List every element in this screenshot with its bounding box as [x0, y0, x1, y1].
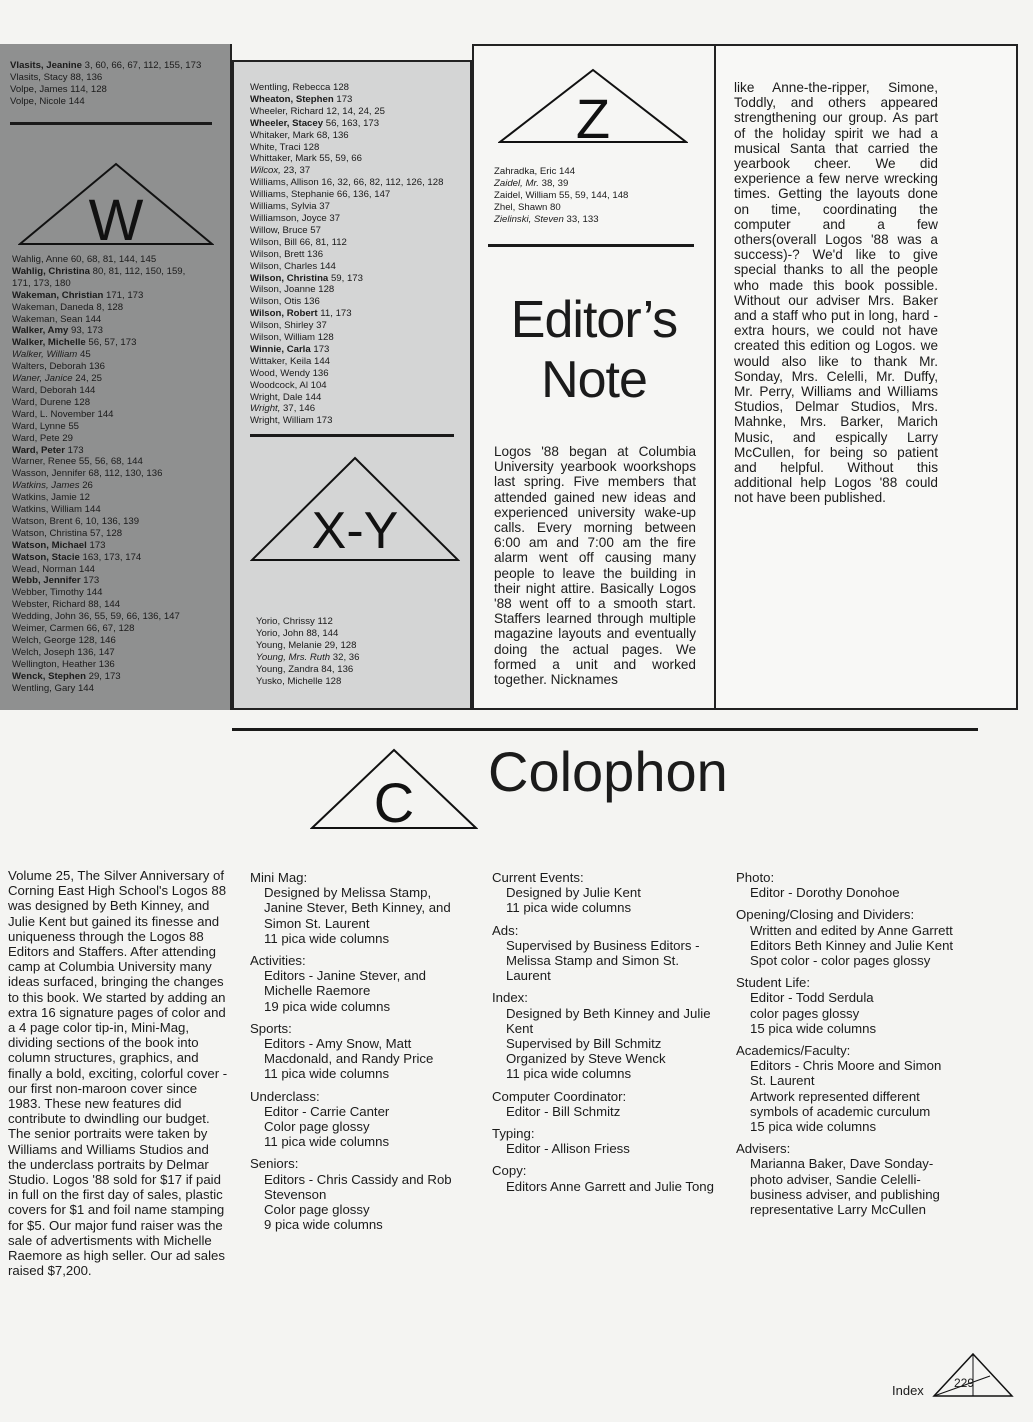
credit-heading: Copy:	[492, 1163, 527, 1179]
index-entry	[256, 628, 359, 640]
colophon-title: Colophon	[488, 740, 728, 803]
credit-line: Supervised by Business Editors - Melissa Stamp and Simon St. Laurent	[506, 937, 700, 984]
index-entry-name: Watkins, Jamie 12	[12, 492, 91, 504]
index-entry	[12, 468, 185, 480]
credit-line: Supervised by Bill Schmitz	[506, 1036, 662, 1052]
index-entry	[250, 225, 443, 237]
editors-note-title: Editor’s Note	[510, 291, 678, 409]
index-entry	[12, 552, 185, 564]
index-entry-name: Wilson, Robert	[250, 308, 318, 320]
index-entry-name: Willow, Bruce 57	[250, 224, 321, 236]
section-triangle-xy	[250, 456, 460, 562]
index-entry-pages: 163, 173, 174	[79, 551, 142, 563]
index-entry	[12, 516, 185, 528]
credit-line: Editor - Allison Friess	[506, 1141, 630, 1157]
index-entry	[250, 403, 443, 415]
index-entry	[12, 456, 185, 468]
index-entry-name: Woodcock, Al 104	[250, 379, 327, 391]
index-entry	[494, 178, 628, 190]
credit-heading: Advisers:	[736, 1141, 791, 1157]
index-entry	[12, 492, 185, 504]
index-entry	[12, 647, 185, 659]
credit-line: 11 pica wide columns	[506, 1066, 632, 1082]
index-entry	[250, 392, 443, 404]
index-entry	[250, 261, 443, 273]
index-entry	[250, 237, 443, 249]
credit-heading: Current Events:	[492, 870, 584, 885]
index-entry-name: Yorio, John 88, 144	[256, 627, 339, 639]
section-letter-w: W	[88, 188, 144, 246]
index-entry	[10, 84, 201, 96]
credit-line: Editor - Todd Serdula	[750, 990, 874, 1006]
index-entry-name: Zaidel, Mr.	[494, 177, 539, 189]
index-entry-pages: 24, 25	[72, 373, 102, 385]
editors-note-body-left: Logos '88 began at Columbia University yearbook woorkshops last spring. Five members that attended gained new ideas and experienced university wake-up calls. Every morning between 6:00 am and 7:00 am the fire alarm went off causing many people to leave the building in their night attire. Basically Logos '88 went off to a smooth start. Staffers learned through multiple magazine layouts and eventually doing the actual pages. We formed a unit and worked together. Nicknames	[494, 444, 696, 688]
index-entry-name: Walker, William	[12, 349, 78, 361]
index-entry-name: Webber, Timothy 144	[12, 587, 103, 599]
colophon-credits-column-2	[250, 870, 472, 1232]
index-entry	[12, 575, 185, 587]
colophon-intro: Volume 25, The Silver Anniversary of Corning East High School's Logos 88 was designed by Beth Kinney, and Julie Kent but gained its finesse and uniqueness through the Logos 88 Editors and Staffers. After attending camp at Columbia University many ideas surfaced, bringing the changes to this book. We started by adding an extra 16 signature pages of color and a 4 page color tip-in, Mini-Mag, dividing sections of the book into column structures, graphics, and finally a bold, exciting, colorful cover - our first non-maroon cover since 1983. These new features did contribute to dwindling our budget. The senior portraits were taken by Williams and Williams Studios and the underclass portraits by Delmar Studio. Logos '88 sold for $17 if paid in full on the first day of sales, plastic covers for $1 and foil name stamping for $5. Our major fund raiser was the sale of advertisments with Michelle Raemore as high seller. Our ad sales raised $7,200.	[8, 868, 228, 1279]
credit-line: 15 pica wide columns	[750, 1020, 877, 1036]
index-column-w-xy	[232, 60, 472, 710]
credit-heading: Computer Coordinator:	[492, 1088, 627, 1104]
index-entry-name: Wahlig, Anne 60, 68, 81, 144, 145	[12, 254, 157, 265]
credit-heading: Underclass:	[250, 1088, 320, 1104]
index-entry-name: Watson, Michael	[12, 539, 87, 551]
credit-heading: Ads:	[492, 922, 519, 938]
credit-line: Written and edited by Anne Garrett	[750, 922, 953, 938]
index-entry	[12, 266, 185, 278]
index-entry	[250, 189, 443, 201]
index-entry-name: Volpe, James 114, 128	[10, 83, 107, 95]
credit-heading: Opening/Closing and Dividers:	[736, 907, 915, 923]
index-entry-name: Wilson, Shirley 37	[250, 320, 327, 332]
credit-line: Designed by Melissa Stamp, Janine Stever, Beth Kinney, and Simon St. Laurent	[264, 885, 451, 931]
index-entry	[12, 278, 185, 290]
index-entry-name: Ward, Lynne 55	[12, 420, 80, 432]
credit-line: Editor - Bill Schmitz	[506, 1103, 621, 1119]
index-entry-name: Welch, George 128, 146	[12, 635, 116, 646]
credit-heading: Index:	[492, 990, 528, 1006]
index-entry	[256, 664, 359, 676]
index-entry-name: Young, Mrs. Ruth	[256, 651, 331, 663]
index-entry	[250, 308, 443, 320]
index-entry-name: Wilson, Bill 66, 81, 112	[250, 236, 347, 248]
credit-line: Organized by Steve Wenck	[506, 1051, 666, 1067]
index-entry-name: Watson, Christina 57, 128	[12, 527, 123, 539]
index-entry-pages: 59, 173	[328, 272, 363, 284]
index-entry	[250, 284, 443, 296]
index-entry	[494, 166, 628, 178]
index-entry	[250, 320, 443, 332]
index-column-v-w	[0, 44, 232, 710]
index-entry-name: Ward, Deborah 144	[12, 384, 96, 396]
section-triangle-w	[18, 162, 214, 246]
index-entry-pages: 173	[310, 343, 330, 355]
index-entry-pages: 11, 173	[317, 308, 352, 320]
credit-line: 15 pica wide columns	[750, 1119, 877, 1135]
index-entry-pages: 29, 173	[85, 670, 121, 682]
credit-line: 19 pica wide columns	[264, 998, 391, 1014]
index-entry-name: Wheaton, Stephen	[250, 93, 334, 105]
index-entry-pages: 3, 60, 66, 67, 112, 155, 173	[82, 60, 202, 71]
index-entry-name: Wood, Wendy 136	[250, 367, 329, 379]
index-entry-pages: 173	[80, 575, 100, 587]
index-column-z-editors-note	[472, 44, 716, 710]
index-entry-name: Yorio, Chrissy 112	[256, 616, 333, 627]
index-entry	[12, 254, 185, 266]
index-entry-pages: 38, 39	[538, 177, 569, 189]
index-entry-name: Vlasits, Jeanine	[10, 60, 82, 71]
index-entry-name: Young, Zandra 84, 136	[256, 663, 354, 675]
index-entry	[12, 635, 185, 647]
credit-line: Marianna Baker, Dave Sonday-photo adviser, Sandie Celelli-business adviser, and publishing representative Larry McCullen	[750, 1156, 940, 1218]
index-entry-name: Williams, Allison 16, 32, 66, 82, 112, 126, 128	[250, 177, 444, 189]
index-entry	[250, 118, 443, 130]
index-entry	[12, 361, 185, 373]
index-entry-name: Zhel, Shawn 80	[494, 201, 561, 213]
index-entry	[12, 540, 185, 552]
credit-line: Editors - Amy Snow, Matt Macdonald, and Randy Price	[264, 1036, 434, 1067]
credit-heading: Mini Mag:	[250, 870, 308, 885]
index-entry-name: Wilcox,	[250, 165, 281, 177]
index-entry-name: Wellington, Heather 136	[12, 658, 115, 670]
index-entry-pages: 171, 173	[103, 289, 144, 301]
index-list-v	[10, 60, 201, 108]
index-entry-name: Wenck, Stephen	[12, 670, 86, 682]
index-entry	[12, 349, 185, 361]
index-entry-pages: 56, 57, 173	[85, 337, 137, 349]
index-entry	[250, 344, 443, 356]
index-entry-name: Wright,	[250, 403, 281, 415]
section-letter-xy: X-Y	[311, 502, 399, 560]
divider-rule	[10, 122, 212, 125]
index-entry-name: Whitaker, Mark 68, 136	[250, 129, 349, 141]
index-entry	[250, 273, 443, 285]
index-entry-name: Walker, Michelle	[12, 337, 86, 349]
index-entry-name: Zielinski, Steven	[494, 213, 564, 225]
credit-line: Editors Beth Kinney and Julie Kent	[750, 937, 954, 953]
page-number: 229	[954, 1376, 975, 1390]
credit-line: 11 pica wide columns	[264, 1134, 390, 1150]
index-entry-name: Wheeler, Stacey	[250, 117, 324, 129]
editors-note-continued-column	[716, 44, 1018, 710]
divider-rule	[488, 244, 694, 247]
index-entry-name: Wittaker, Keila 144	[250, 355, 330, 367]
index-entry-name: Whittaker, Mark 55, 59, 66	[250, 153, 362, 165]
index-entry	[12, 480, 185, 492]
index-entry-name: Walters, Deborah 136	[12, 361, 105, 373]
index-entry	[250, 380, 443, 392]
index-entry-name: Welch, Joseph 136, 147	[12, 646, 115, 658]
index-entry-name: Wedding, John 36, 55, 59, 66, 136, 147	[12, 611, 180, 623]
index-entry-name: Zaidel, William 55, 59, 144, 148	[494, 189, 629, 201]
index-entry-name: Wentling, Gary 144	[12, 682, 94, 694]
credit-line: Designed by Beth Kinney and Julie Kent	[506, 1005, 711, 1036]
section-triangle-z	[498, 68, 688, 144]
credit-heading: Photo:	[736, 870, 775, 885]
index-entry-name: Walker, Amy	[12, 325, 69, 337]
colophon-top-rule	[232, 728, 978, 731]
index-entry	[250, 356, 443, 368]
index-entry	[12, 325, 185, 337]
credit-heading: Activities:	[250, 953, 306, 969]
index-list-y	[256, 616, 359, 687]
index-entry	[12, 611, 185, 623]
index-entry-name: White, Traci 128	[250, 141, 320, 153]
index-entry-name: Wilson, William 128	[250, 332, 334, 344]
credit-heading: Student Life:	[736, 975, 811, 991]
index-entry-name: Ward, Pete 29	[12, 432, 73, 444]
credit-line: Editors Anne Garrett and Julie Tong	[506, 1178, 714, 1194]
index-entry	[12, 504, 185, 516]
index-entry	[250, 415, 443, 427]
index-entry	[250, 130, 443, 142]
index-entry-pages: 173	[333, 93, 353, 105]
index-entry	[250, 368, 443, 380]
index-entry	[256, 652, 359, 664]
index-entry-name: Yusko, Michelle 128	[256, 675, 342, 687]
colophon-credits-column-3	[492, 870, 718, 1194]
index-entry-pages: 33, 133	[563, 213, 599, 225]
credit-line: 11 pica wide columns	[264, 930, 390, 946]
divider-rule	[250, 434, 454, 437]
index-entry	[12, 683, 185, 695]
index-entry-name: Wentling, Rebecca 128	[250, 82, 350, 93]
index-entry-name: Wheeler, Richard 12, 14, 24, 25	[250, 105, 385, 117]
credit-line: 9 pica wide columns	[264, 1217, 383, 1233]
index-entry-name: Webster, Richard 88, 144	[12, 599, 121, 611]
index-entry-name: Wakeman, Daneda 8, 128	[12, 301, 124, 313]
index-entry	[12, 659, 185, 671]
index-entry-name: Watkins, James	[12, 480, 80, 492]
credit-line: Color page glossy	[264, 1202, 370, 1218]
index-entry	[12, 587, 185, 599]
index-entry-name: Wead, Norman 144	[12, 563, 96, 575]
index-entry-name: Wahlig, Christina	[12, 265, 90, 277]
index-entry	[12, 373, 185, 385]
index-entry-pages: 56, 163, 173	[323, 117, 380, 129]
index-entry-name: Weimer, Carmen 66, 67, 128	[12, 623, 135, 635]
index-entry	[250, 177, 443, 189]
credit-line: Color page glossy	[264, 1119, 370, 1135]
index-entry	[12, 421, 185, 433]
index-entry	[12, 397, 185, 409]
index-list-w-part2	[250, 82, 443, 427]
index-entry	[256, 676, 359, 688]
index-entry-name: Watkins, William 144	[12, 504, 101, 516]
index-entry	[250, 165, 443, 177]
credit-heading: Seniors:	[250, 1156, 299, 1172]
index-entry-name: Wilson, Otis 136	[250, 296, 320, 308]
index-entry-name: Waner, Janice	[12, 373, 73, 385]
index-entry-pages: 173	[86, 539, 106, 551]
index-entry	[12, 564, 185, 576]
index-entry-name: Wilson, Brett 136	[250, 248, 324, 260]
index-entry	[12, 623, 185, 635]
index-entry	[250, 106, 443, 118]
index-entry-name: Volpe, Nicole 144	[10, 95, 85, 107]
index-entry-name: Young, Melanie 29, 128	[256, 639, 357, 651]
credit-line: Editors - Chris Moore and Simon St. Laurent	[750, 1058, 942, 1089]
credit-line: 11 pica wide columns	[506, 900, 632, 916]
index-entry	[494, 190, 628, 202]
index-entry-name: Wilson, Christina	[250, 272, 329, 284]
index-entry	[12, 314, 185, 326]
index-entry	[494, 202, 628, 214]
index-entry	[12, 433, 185, 445]
index-entry-name: 171, 173, 180	[12, 277, 71, 289]
index-entry-name: Vlasits, Stacy 88, 136	[10, 71, 103, 83]
index-list-z	[494, 166, 628, 226]
credit-line: Designed by Julie Kent	[506, 885, 641, 901]
index-entry	[250, 82, 443, 94]
index-entry	[12, 445, 185, 457]
index-entry-name: Winnie, Carla	[250, 343, 311, 355]
index-entry-name: Watson, Stacie	[12, 551, 80, 563]
index-entry-name: Wakeman, Sean 144	[12, 313, 102, 325]
index-entry-name: Wilson, Joanne 128	[250, 284, 335, 296]
footer-triangle	[932, 1352, 1014, 1398]
credit-line: Artwork represented different symbols of academic curculum	[750, 1088, 931, 1119]
index-entry-name: Warner, Renee 55, 56, 68, 144	[12, 456, 143, 468]
index-entry-pages: 80, 81, 112, 150, 159,	[90, 265, 186, 277]
index-entry	[256, 640, 359, 652]
index-entry	[10, 60, 201, 72]
index-entry	[250, 94, 443, 106]
index-entry-name: Wasson, Jennifer 68, 112, 130, 136	[12, 468, 163, 480]
index-entry	[250, 153, 443, 165]
index-entry-pages: 23, 37	[280, 165, 311, 177]
section-triangle-c	[310, 748, 478, 830]
index-entry	[12, 528, 185, 540]
index-entry-name: Wakeman, Christian	[12, 289, 104, 301]
index-entry	[250, 332, 443, 344]
index-entry	[12, 337, 185, 349]
index-entry-name: Zahradka, Eric 144	[494, 166, 576, 177]
index-entry-name: Wilson, Charles 144	[250, 260, 336, 272]
index-entry	[12, 671, 185, 683]
index-entry-name: Ward, Peter	[12, 444, 65, 456]
index-entry	[494, 214, 628, 226]
index-entry-name: Williams, Sylvia 37	[250, 201, 330, 213]
credit-line: Editors - Chris Cassidy and Rob Stevenson	[264, 1171, 452, 1202]
index-entry-pages: 32, 36	[330, 651, 360, 663]
index-entry	[12, 409, 185, 421]
index-entry	[250, 201, 443, 213]
index-entry-pages: 26	[79, 480, 93, 492]
index-entry-name: Webb, Jennifer	[12, 575, 81, 587]
index-list-w-part1	[12, 254, 185, 695]
credit-line: Editor - Dorothy Donohoe	[750, 885, 900, 901]
index-entry-name: Watson, Brent 6, 10, 136, 139	[12, 515, 140, 527]
index-entry	[250, 142, 443, 154]
credit-line: color pages glossy	[750, 1005, 860, 1021]
index-entry	[12, 290, 185, 302]
editors-note-body-right: like Anne-the-ripper, Simone, Toddly, and others appeared strengthening our group. As part of the holiday spirit we had a musical Santa that carried the yearbook cheer. We did experience a few nerve wrecking times. Getting the layouts done on time, coordinating the computer and a few others(overall Logos '88 was a success)-? We'd like to give special thanks to all the people who made this book possible. Without our adviser Mrs. Baker and a staff who put in long, hard - extra hours, we could not have created this edition og Logos. we would also like to thank Mr. Sonday, Mrs. Celelli, Mr. Duffy, Mr. Perry, Williams and Williams Studios, Delmar Studios, Mrs. Mahnke, Mrs. Barker, Marich Music, and espically Larry McCullen, for being so patient and helpful. Without this additional help Logos '88 could not have been published.	[734, 80, 938, 506]
index-entry-pages: 173	[64, 444, 84, 456]
index-entry-pages: 45	[77, 349, 91, 361]
index-entry	[256, 616, 359, 628]
section-letter-c: C	[373, 771, 415, 830]
index-entry-name: Williams, Stephanie 66, 136, 147	[250, 189, 391, 201]
section-letter-z: Z	[575, 87, 611, 144]
index-entry-name: Wright, Dale 144	[250, 391, 322, 403]
credit-line: Spot color - color pages glossy	[750, 953, 931, 969]
credit-heading: Academics/Faculty:	[736, 1043, 851, 1059]
index-entry	[10, 96, 201, 108]
index-entry	[12, 302, 185, 314]
credit-heading: Typing:	[492, 1126, 535, 1142]
colophon-credits-column-4	[736, 870, 958, 1217]
index-entry	[250, 296, 443, 308]
index-entry	[250, 249, 443, 261]
index-entry-pages: 93, 173	[68, 325, 104, 337]
index-entry-name: Wright, William 173	[250, 415, 333, 427]
footer-section-label: Index	[892, 1383, 924, 1398]
index-entry	[12, 599, 185, 611]
index-entry-name: Ward, L. November 144	[12, 408, 114, 420]
index-entry-pages: 37, 146	[280, 403, 316, 415]
credit-line: 11 pica wide columns	[264, 1066, 390, 1082]
index-entry-name: Ward, Durene 128	[12, 396, 91, 408]
index-entry	[10, 72, 201, 84]
credit-heading: Sports:	[250, 1020, 292, 1036]
credit-line: Editor - Carrie Canter	[264, 1103, 390, 1119]
index-entry	[250, 213, 443, 225]
index-entry-name: Williamson, Joyce 37	[250, 212, 341, 224]
index-entry	[12, 385, 185, 397]
credit-line: Editors - Janine Stever, and Michelle Raemore	[264, 968, 427, 999]
